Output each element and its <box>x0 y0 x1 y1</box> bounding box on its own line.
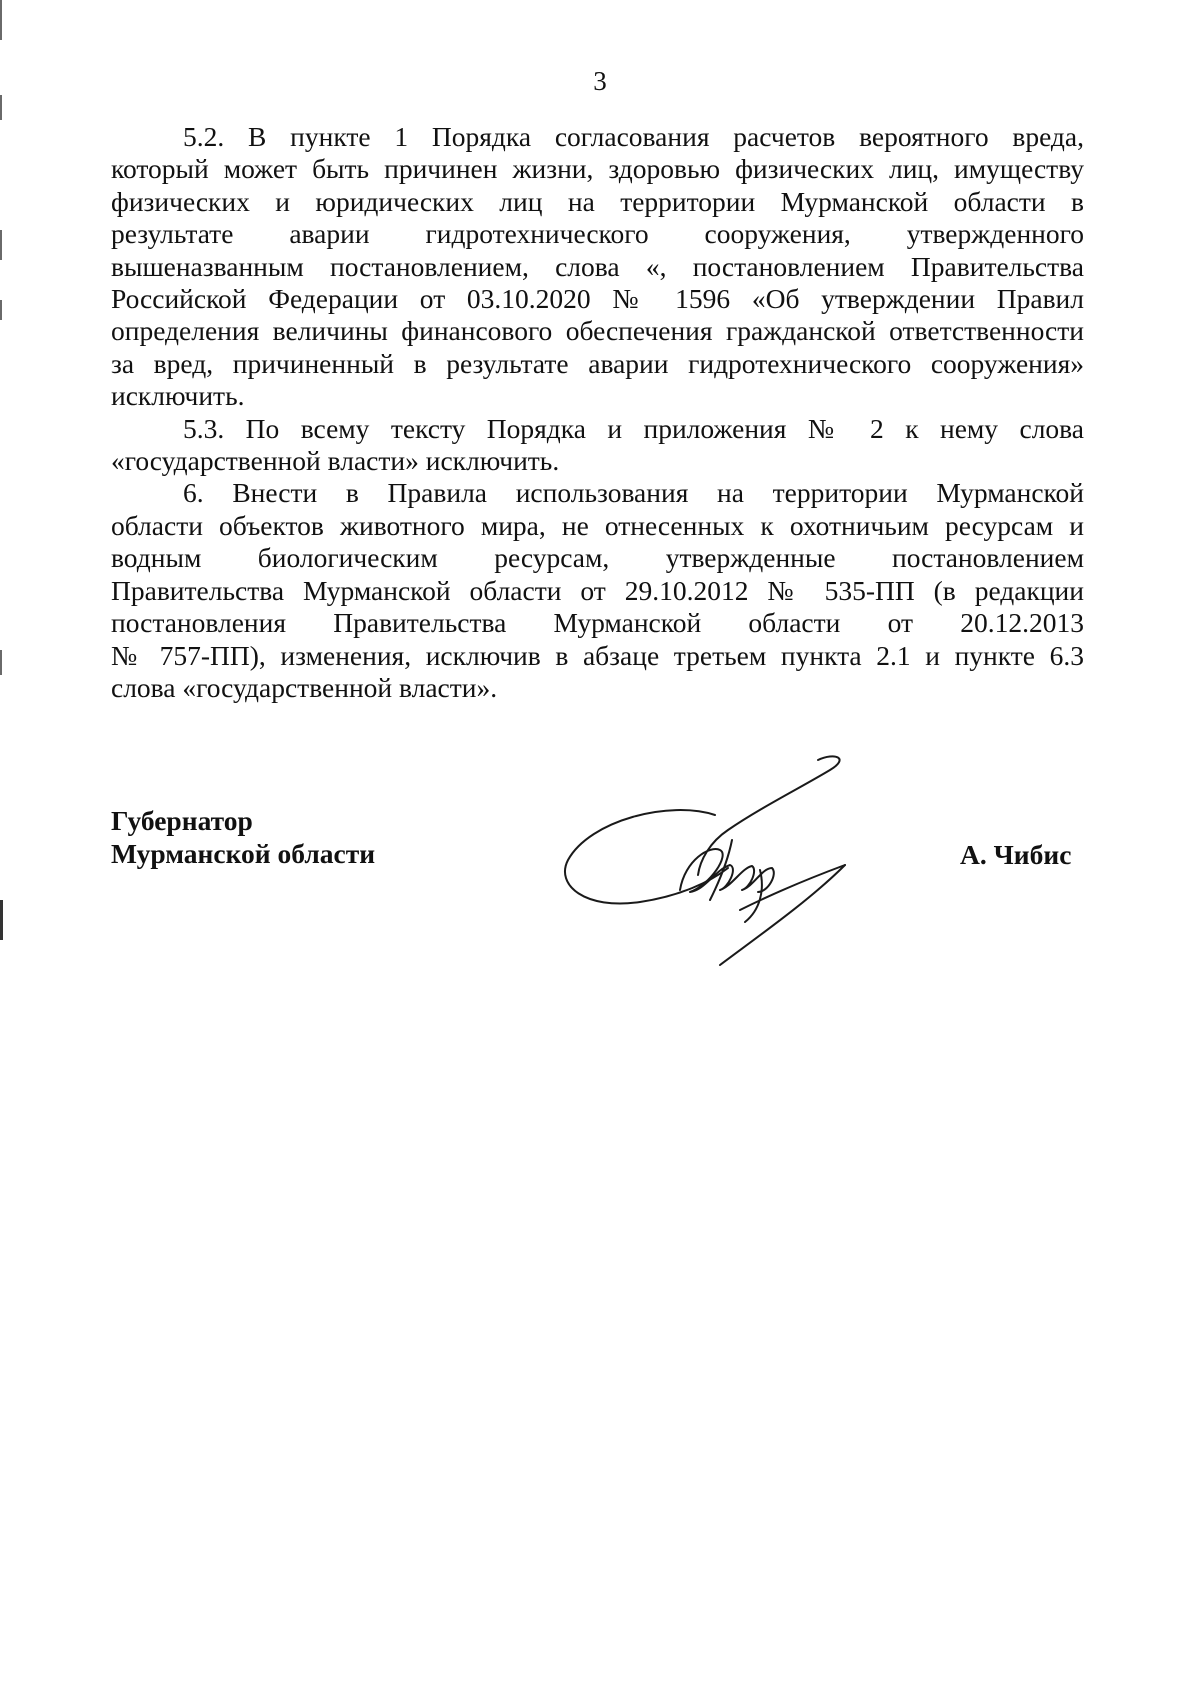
text-line: 5.2. В пункте 1 Порядка согласования расчетов вероятного вреда, <box>183 121 1084 152</box>
document-body <box>111 121 1084 704</box>
text-line: Российской Федерации от 03.10.2020 № 1596 «Об утверждении Правил <box>111 283 1084 315</box>
paragraph-5-2 <box>111 121 1084 413</box>
text-line: 5.3. По всему тексту Порядка и приложения № 2 к нему слова <box>183 412 1084 444</box>
text-line: исключить. <box>111 380 245 412</box>
text-line: «государственной власти» исключить. <box>111 445 560 477</box>
signatory-name: А. Чибис <box>960 839 1072 870</box>
text-line: определения величины финансового обеспечения гражданской ответственности <box>111 315 1084 347</box>
text-line: который может быть причинен жизни, здоровью физических лиц, имуществу <box>111 153 1084 185</box>
position-line-1: Губернатор <box>111 805 253 836</box>
text-line: № 757-ПП), изменения, исключив в абзаце третьем пункта 2.1 и пункте 6.3 <box>111 639 1084 671</box>
paragraph-5-3 <box>111 413 1084 478</box>
text-line: Правительства Мурманской области от 29.10.2012 № 535-ПП (в редакции <box>111 574 1084 606</box>
text-line: физических и юридических лиц на территории Мурманской области в <box>111 185 1084 217</box>
page-number: 3 <box>593 66 607 96</box>
scan-edge-mark <box>0 650 2 675</box>
signatory-position <box>111 804 375 870</box>
scan-edge-mark <box>0 300 2 320</box>
scan-edge-mark <box>0 95 2 120</box>
scan-edge-mark <box>0 900 3 940</box>
scan-edge-mark <box>0 230 2 260</box>
scan-edge-mark <box>0 0 2 40</box>
text-line: вышеназванным постановлением, слова «, постановлением Правительства <box>111 250 1084 282</box>
text-line: слова «государственной власти». <box>111 671 498 703</box>
text-line: водным биологическим ресурсам, утвержденные постановлением <box>111 542 1084 574</box>
text-line: за вред, причиненный в результате аварии гидротехнического сооружения» <box>111 347 1084 379</box>
text-line: результате аварии гидротехнического сооружения, утвержденного <box>111 218 1084 250</box>
paragraph-6 <box>111 477 1084 704</box>
text-line: области объектов животного мира, не отнесенных к охотничьим ресурсам и <box>111 509 1084 541</box>
text-line: 6. Внести в Правила использования на территории Мурманской <box>183 477 1084 509</box>
text-line: постановления Правительства Мурманской области от 20.12.2013 <box>111 607 1084 639</box>
position-line-2: Мурманской области <box>111 838 376 869</box>
handwritten-signature <box>560 750 880 970</box>
